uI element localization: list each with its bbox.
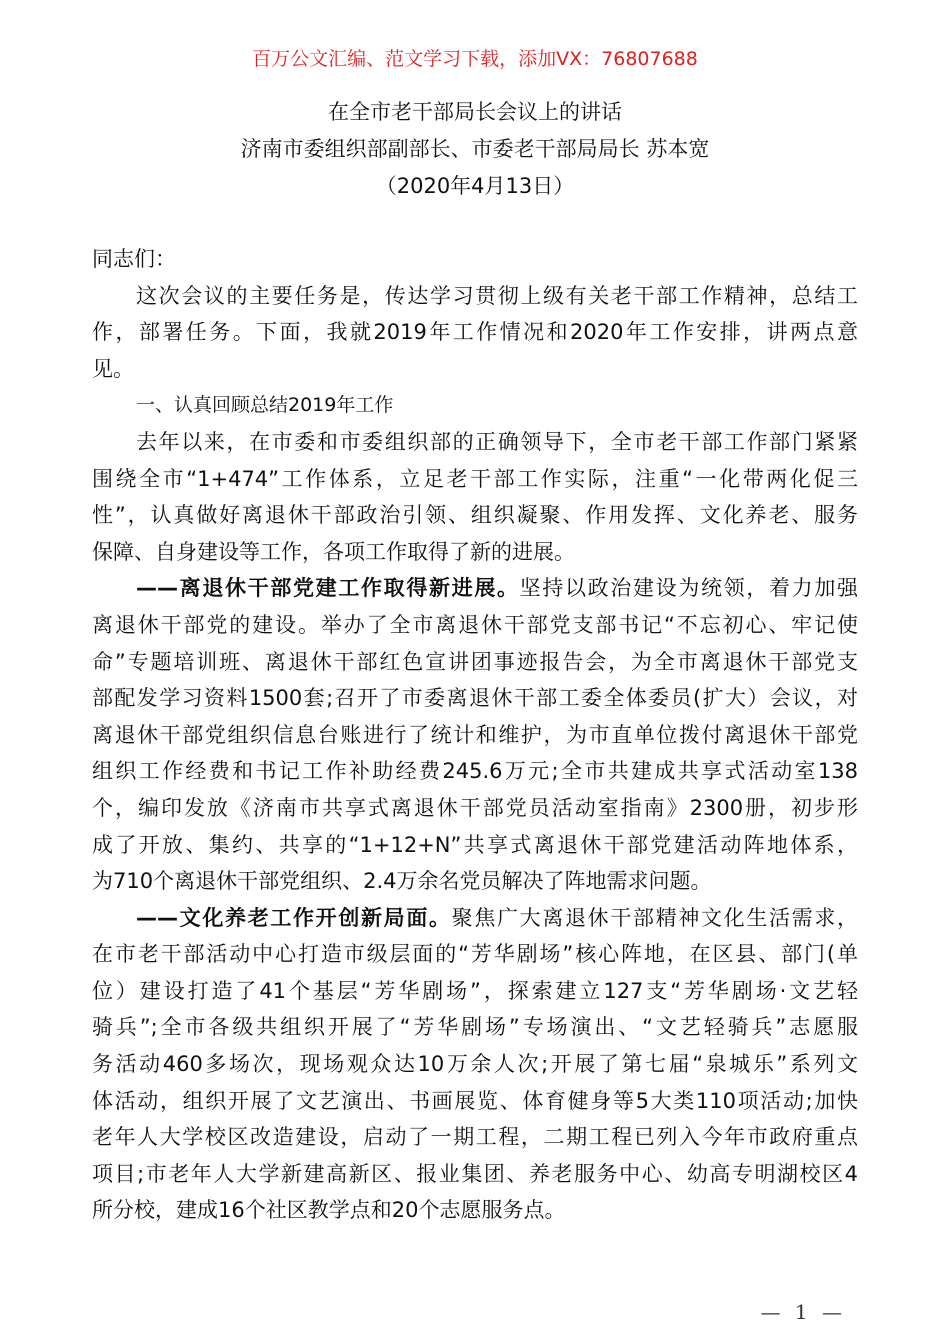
para2-line: 部配发学习资料1500套;召开了市委离退休干部工委全体委员(扩大）会议，对 xyxy=(92,686,858,711)
document-body xyxy=(92,241,858,1229)
para3-line: 位）建设打造了41个基层“芳华剧场”，探索建立127支“芳华剧场·文艺轻 xyxy=(92,978,858,1003)
greeting: 同志们： xyxy=(92,247,176,271)
section-heading: 一、认真回顾总结2019年工作 xyxy=(136,394,394,417)
para3-lead: ——文化养老工作开创新局面。 xyxy=(136,905,452,930)
para2-line: 成了开放、集约、共享的“1+12+N”共享式离退休干部党建活动阵地体系， xyxy=(92,832,858,857)
para2-line: 为710个离退休干部党组织、2.4万余名党员解决了阵地需求问题。 xyxy=(92,869,712,894)
para3-line: 在市老干部活动中心打造市级层面的“芳华剧场”核心阵地，在区县、部门(单 xyxy=(92,942,858,967)
page-number: — 1 — xyxy=(760,1300,846,1324)
intro-line: 见。 xyxy=(92,356,134,381)
para1-line: 去年以来，在市委和市委组织部的正确领导下，全市老干部工作部门紧紧 xyxy=(136,429,858,454)
para1-line: 性”，认真做好离退休干部政治引领、组织凝聚、作用发挥、文化养老、服务 xyxy=(92,503,858,528)
para3-first-line xyxy=(92,900,858,937)
para3-line: 务活动460多场次，现场观众达10万余人次;开展了第七届“泉城乐”系列文 xyxy=(92,1052,858,1077)
para2-line: 离退休干部党的建设。举办了全市离退休干部党支部书记“不忘初心、牢记使 xyxy=(92,612,858,637)
para2-first-line xyxy=(92,570,858,607)
speaker-line: 济南市委组织部副部长、市委老干部局局长 苏本宽 xyxy=(240,137,710,161)
para3-line: 项目;市老年人大学新建高新区、报业集团、养老服务中心、幼高专明湖校区4 xyxy=(92,1161,858,1186)
intro-line: 作，部署任务。下面，我就2019年工作情况和2020年工作安排，讲两点意 xyxy=(92,320,858,345)
para3-line: 所分校，建成16个社区教学点和20个志愿服务点。 xyxy=(92,1198,566,1223)
para1-line: 围绕全市“1+474”工作体系，立足老干部工作实际，注重“一化带两化促三 xyxy=(92,466,858,491)
speech-date: （2020年4月13日） xyxy=(375,174,575,198)
para2-line: 组织工作经费和书记工作补助经费245.6万元;全市共建成共享式活动室138 xyxy=(92,759,858,784)
para1-line: 保障、自身建设等工作，各项工作取得了新的进展。 xyxy=(92,539,575,564)
para2-line: 个，编印发放《济南市共享式离退休干部党员活动室指南》2300册，初步形 xyxy=(92,795,858,820)
para2-lead: ——离退休干部党建工作取得新进展。 xyxy=(136,576,520,601)
para2-rest: 坚持以政治建设为统领，着力加强 xyxy=(519,576,859,601)
speech-title: 在全市老干部局长会议上的讲话 xyxy=(328,100,622,124)
para3-line: 老年人大学校区改造建设，启动了一期工程，二期工程已列入今年市政府重点 xyxy=(92,1125,858,1150)
para3-rest: 聚焦广大离退休干部精神文化生活需求， xyxy=(451,905,859,930)
para2-line: 离退休干部党组织信息台账进行了统计和维护，为市直单位拨付离退休干部党 xyxy=(92,722,858,747)
para2-line: 命”专题培训班、离退休干部红色宣讲团事迹报告会，为全市离退休干部党支 xyxy=(92,649,858,674)
para3-line: 体活动，组织开展了文艺演出、书画展览、体育健身等5大类110项活动;加快 xyxy=(92,1088,858,1113)
intro-line: 这次会议的主要任务是，传达学习贯彻上级有关老干部工作精神，总结工 xyxy=(136,283,858,308)
para3-line: 骑兵”;全市各级共组织开展了“芳华剧场”专场演出、“文艺轻骑兵”志愿服 xyxy=(92,1015,858,1040)
watermark-banner: 百万公文汇编、范文学习下载，添加VX：76807688 xyxy=(252,48,698,70)
